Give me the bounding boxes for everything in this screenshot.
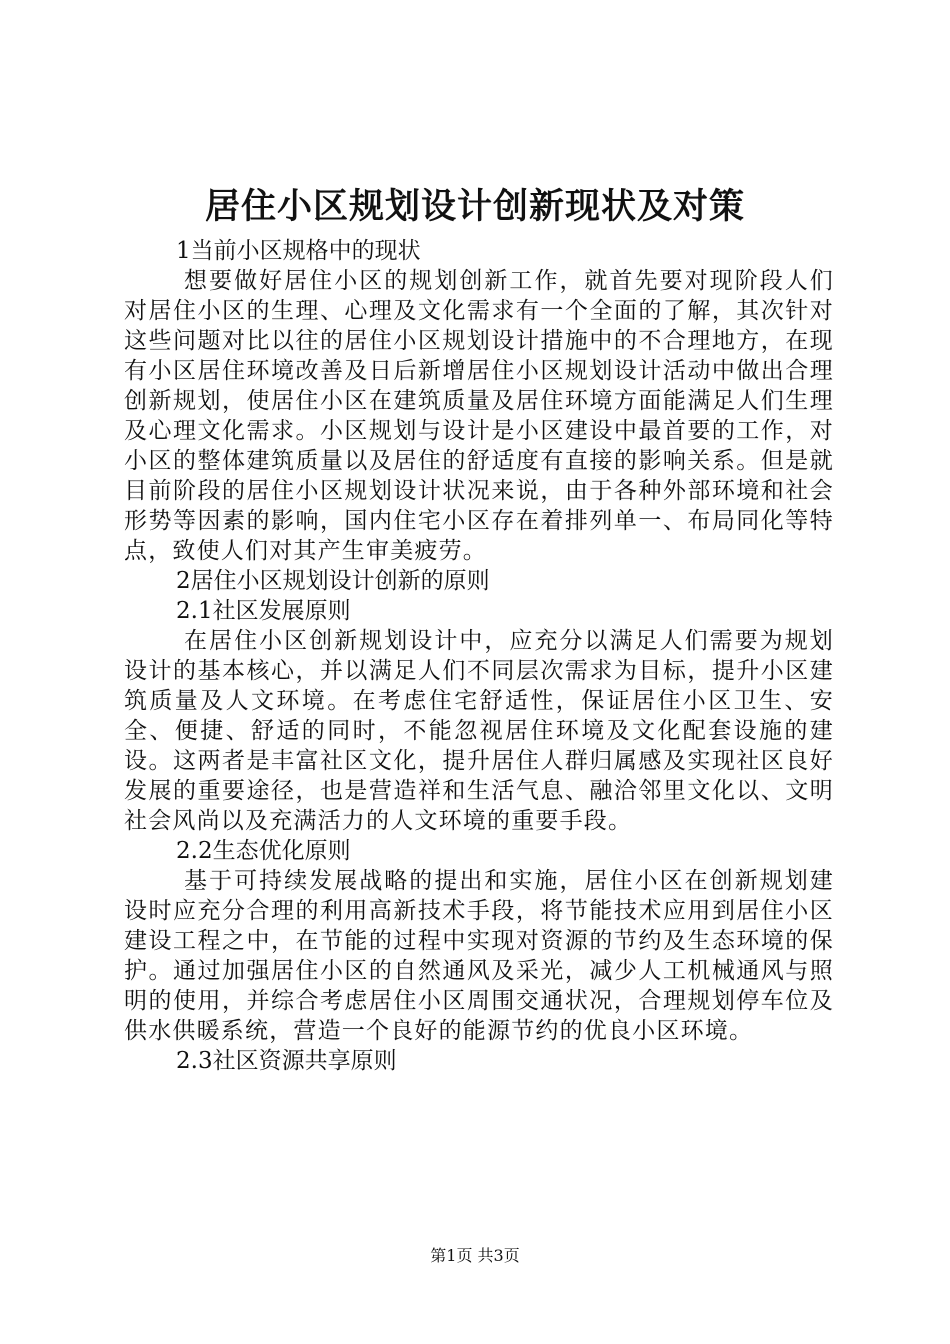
section-2-3-heading: 2.3社区资源共享原则 (176, 1048, 397, 1074)
section-2-1-heading: 2.1社区发展原则 (176, 598, 351, 624)
section-2-2-paragraph: 基于可持续发展战略的提出和实施，居住小区在创新规划建设时应充分合理的利用高新技术手段，将节能技术应用到居住小区建设工程之中，在节能的过程中实现对资源的节约及生态环境的保护。通过加强居住小区的自然通风及采光，减少人工机械通风与照明的使用，并综合考虑居住小区周围交通状况，合理规划停车位及供水供暖系统，营造一个良好的能源节约的优良小区环境。 (124, 868, 834, 1044)
section-2-2-heading: 2.2生态优化原则 (176, 838, 351, 864)
section-1-heading: 1当前小区规格中的现状 (176, 238, 421, 264)
page-footer: 第1页 共3页 (430, 1246, 520, 1265)
document-title: 居住小区规划设计创新现状及对策 (204, 186, 745, 227)
section-1-paragraph: 想要做好居住小区的规划创新工作，就首先要对现阶段人们对居住小区的生理、心理及文化需求有一个全面的了解，其次针对这些问题对比以往的居住小区规划设计措施中的不合理地方，在现有小区居住环境改善及日后新增居住小区规划设计活动中做出合理创新规划，使居住小区在建筑质量及居住环境方面能满足人们生理及心理文化需求。小区规划与设计是小区建设中最首要的工作，对小区的整体建筑质量以及居住的舒适度有直接的影响关系。但是就目前阶段的居住小区规划设计状况来说，由于各种外部环境和社会形势等因素的影响，国内住宅小区存在着排列单一、布局同化等特点，致使人们对其产生审美疲劳。 (124, 268, 834, 564)
document-body (124, 236, 834, 1076)
section-2-heading: 2居住小区规划设计创新的原则 (176, 568, 490, 594)
section-2-1-paragraph: 在居住小区创新规划设计中，应充分以满足人们需要为规划设计的基本核心，并以满足人们不同层次需求为目标，提升小区建筑质量及人文环境。在考虑住宅舒适性，保证居住小区卫生、安全、便捷、舒适的同时，不能忽视居住环境及文化配套设施的建设。这两者是丰富社区文化，提升居住人群归属感及实现社区良好发展的重要途径，也是营造祥和生活气息、融洽邻里文化以、文明社会风尚以及充满活力的人文环境的重要手段。 (124, 628, 834, 834)
